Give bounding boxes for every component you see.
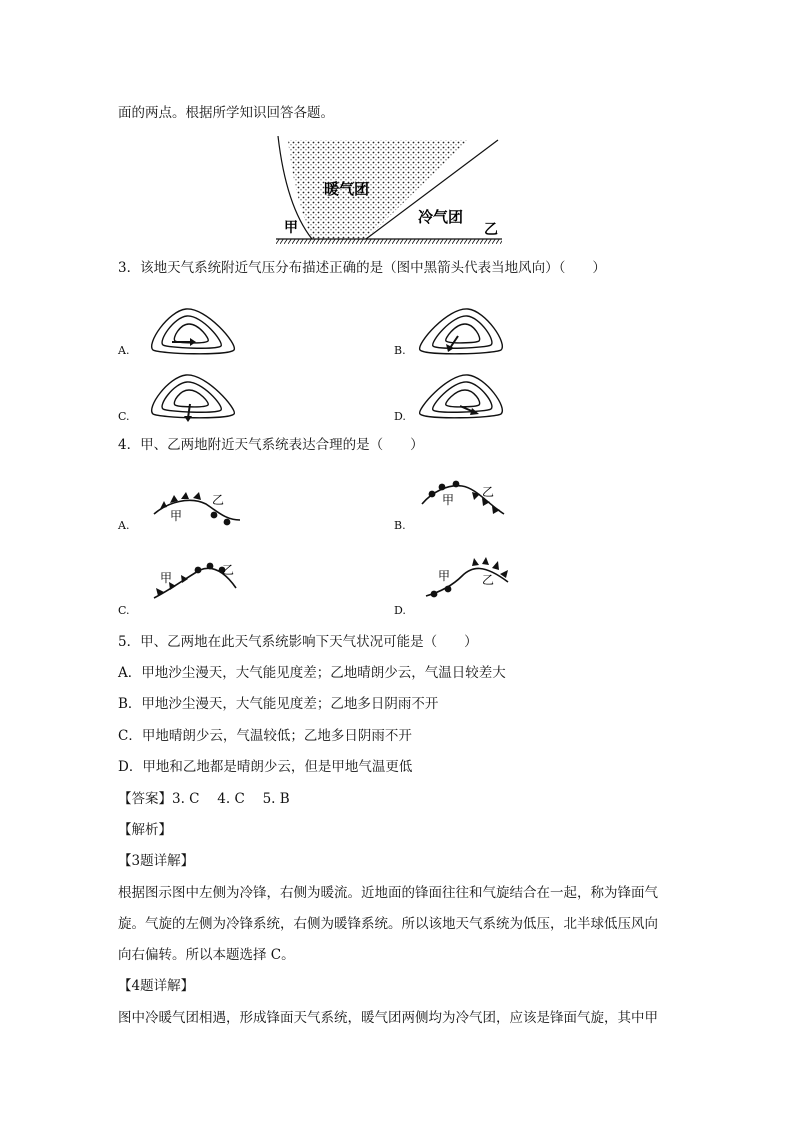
q4-option-b-label[interactable]: B. <box>394 519 406 532</box>
q3-option-d-label[interactable]: D. <box>394 410 406 423</box>
q4-a-yi: 乙 <box>212 493 225 507</box>
detail3-heading: 【3题详解】 <box>118 853 195 869</box>
q4-front-c[interactable] <box>150 558 242 604</box>
detail4-heading: 【4题详解】 <box>118 978 195 994</box>
q4-d-jia: 甲 <box>438 569 451 583</box>
q5-option-c[interactable]: C．甲地晴朗少云，气温较低；乙地多日阴雨不开 <box>118 728 412 744</box>
jia-label: 甲 <box>284 220 298 236</box>
q4-front-b[interactable] <box>418 474 510 520</box>
q4-option-a-label[interactable]: A. <box>118 519 130 532</box>
q3-option-c-label[interactable]: C. <box>118 410 130 423</box>
warm-air-label: 暖气团 <box>324 180 370 198</box>
q4-b-yi: 乙 <box>482 485 495 499</box>
q4-d-yi: 乙 <box>482 573 495 587</box>
q3-isobar-c[interactable] <box>146 372 242 422</box>
detail3-line-1: 根据图示图中左侧为冷锋，右侧为暖流。近地面的锋面往往和气旋结合在一起，称为锋面气 <box>118 885 658 901</box>
yi-label: 乙 <box>484 222 498 238</box>
q3-isobar-d[interactable] <box>412 372 508 422</box>
q4-stem: 4．甲、乙两地附近天气系统表达合理的是（ ） <box>118 437 424 453</box>
ground-hatch <box>276 239 502 244</box>
q3-option-a-label[interactable]: A. <box>118 344 130 357</box>
detail3-line-3: 向右偏转。所以本题选择 C。 <box>118 947 295 963</box>
q5-stem: 5．甲、乙两地在此天气系统影响下天气状况可能是（ ） <box>118 634 478 650</box>
answer-line: 【答案】3. C 4. C 5. B <box>118 791 290 807</box>
q4-c-jia: 甲 <box>160 571 173 585</box>
intro-text: 面的两点。根据所学知识回答各题。 <box>118 105 334 121</box>
q4-front-a[interactable] <box>150 484 245 528</box>
q4-option-d-label[interactable]: D. <box>394 604 406 617</box>
q4-front-d[interactable] <box>422 556 514 602</box>
q3-stem: 3．该地天气系统附近气压分布描述正确的是（图中黑箭头代表当地风向）（ ） <box>118 260 606 276</box>
q5-option-a[interactable]: A．甲地沙尘漫天，大气能见度差；乙地晴朗少云，气温日较差大 <box>118 665 506 681</box>
q5-option-d[interactable]: D．甲地和乙地都是晴朗少云，但是甲地气温更低 <box>118 759 413 775</box>
detail4-line-1: 图中冷暖气团相遇，形成锋面天气系统，暖气团两侧均为冷气团，应该是锋面气旋，其中甲 <box>118 1010 658 1026</box>
q3-option-b-label[interactable]: B. <box>394 344 406 357</box>
q3-isobar-b[interactable] <box>412 306 508 358</box>
q4-a-jia: 甲 <box>170 509 183 523</box>
analysis-heading: 【解析】 <box>118 822 172 838</box>
q5-option-b[interactable]: B．甲地沙尘漫天，大气能见度差；乙地多日阴雨不开 <box>118 696 439 712</box>
q4-option-c-label[interactable]: C. <box>118 604 130 617</box>
cold-air-label: 冷气团 <box>418 208 464 226</box>
q4-b-jia: 甲 <box>442 493 455 507</box>
front-figure <box>272 136 508 246</box>
q4-c-yi: 乙 <box>222 563 235 577</box>
detail3-line-2: 旋。气旋的左侧为冷锋系统，右侧为暖锋系统。所以该地天气系统为低压，北半球低压风向 <box>118 916 658 932</box>
q3-isobar-a[interactable] <box>146 306 242 358</box>
